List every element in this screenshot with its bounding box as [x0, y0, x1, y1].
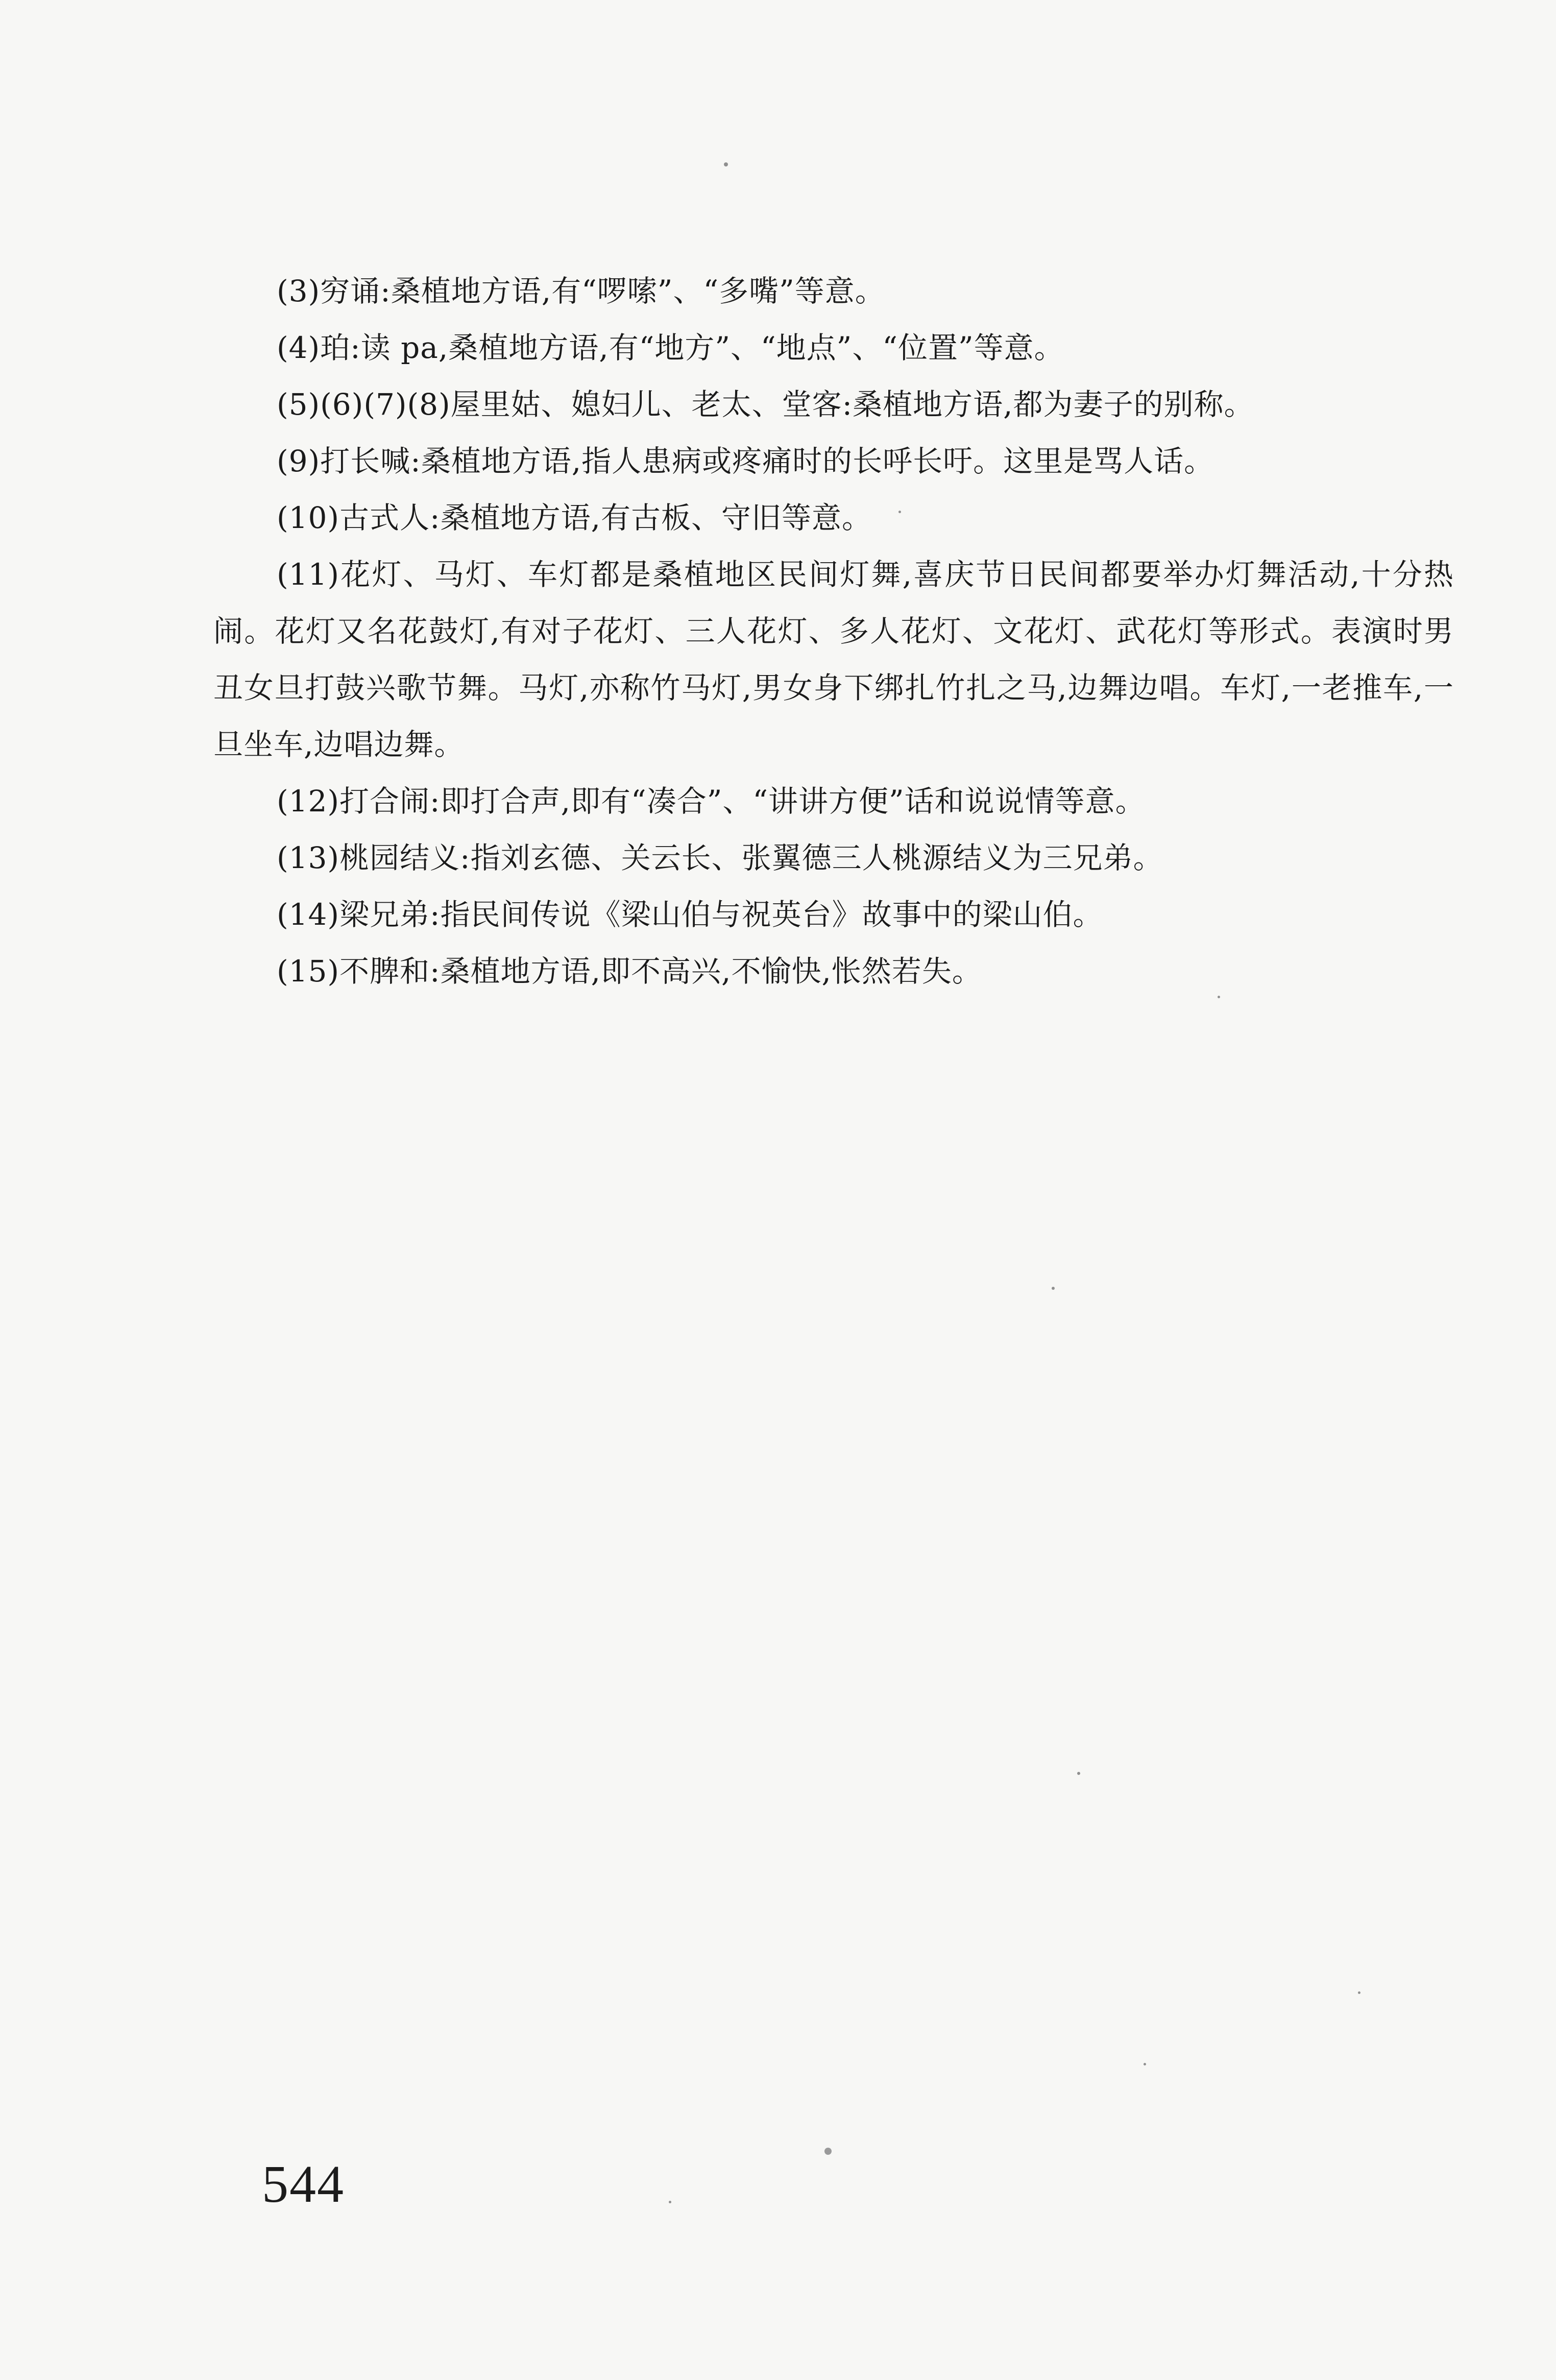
annotation-note-3: (3)穷诵:桑植地方语,有“啰嗦”、“多嘴”等意。	[277, 274, 885, 308]
annotation-note-13: (13)桃园结义:指刘玄德、关云长、张翼德三人桃源结义为三兄弟。	[277, 840, 1163, 875]
annotation-list	[213, 263, 1454, 1000]
page-number: 544	[262, 2155, 345, 2214]
annotation-note-14: (14)梁兄弟:指民间传说《梁山伯与祝英台》故事中的梁山伯。	[277, 897, 1103, 932]
scan-speck	[1358, 1991, 1360, 1994]
scan-speck	[824, 2148, 832, 2155]
annotation-note-15: (15)不脾和:桑植地方语,即不高兴,不愉快,怅然若失。	[277, 954, 982, 989]
annotation-note-10: (10)古式人:桑植地方语,有古板、守旧等意。	[277, 500, 872, 535]
scan-speck	[724, 162, 728, 166]
annotation-note-5-8: (5)(6)(7)(8)屋里姑、媳妇儿、老太、堂客:桑植地方语,都为妻子的别称。	[277, 387, 1254, 422]
annotation-note-4: (4)珀:读 pa,桑植地方语,有“地方”、“地点”、“位置”等意。	[277, 330, 1064, 365]
annotation-note-9: (9)打长喊:桑植地方语,指人患病或疼痛时的长呼长吁。这里是骂人话。	[277, 444, 1214, 478]
scan-speck	[1144, 2063, 1146, 2065]
scan-speck	[1052, 1287, 1055, 1290]
annotation-note-11: (11)花灯、马灯、车灯都是桑植地区民间灯舞,喜庆节日民间都要举办灯舞活动,十分热闹。花灯又名花鼓灯,有对子花灯、三人花灯、多人花灯、文花灯、武花灯等形式。表演时男丑女旦打鼓兴歌节舞。马灯,亦称竹马灯,男女身下绑扎竹扎之马,边舞边唱。车灯,一老推车,一旦坐车,边唱边舞。	[213, 557, 1454, 762]
scan-speck	[1077, 1772, 1080, 1775]
annotation-note-12: (12)打合闹:即打合声,即有“凑合”、“讲讲方便”话和说说情等意。	[277, 784, 1146, 819]
scan-speck	[1218, 996, 1220, 998]
scan-speck	[669, 2201, 671, 2203]
scan-speck	[898, 511, 901, 513]
